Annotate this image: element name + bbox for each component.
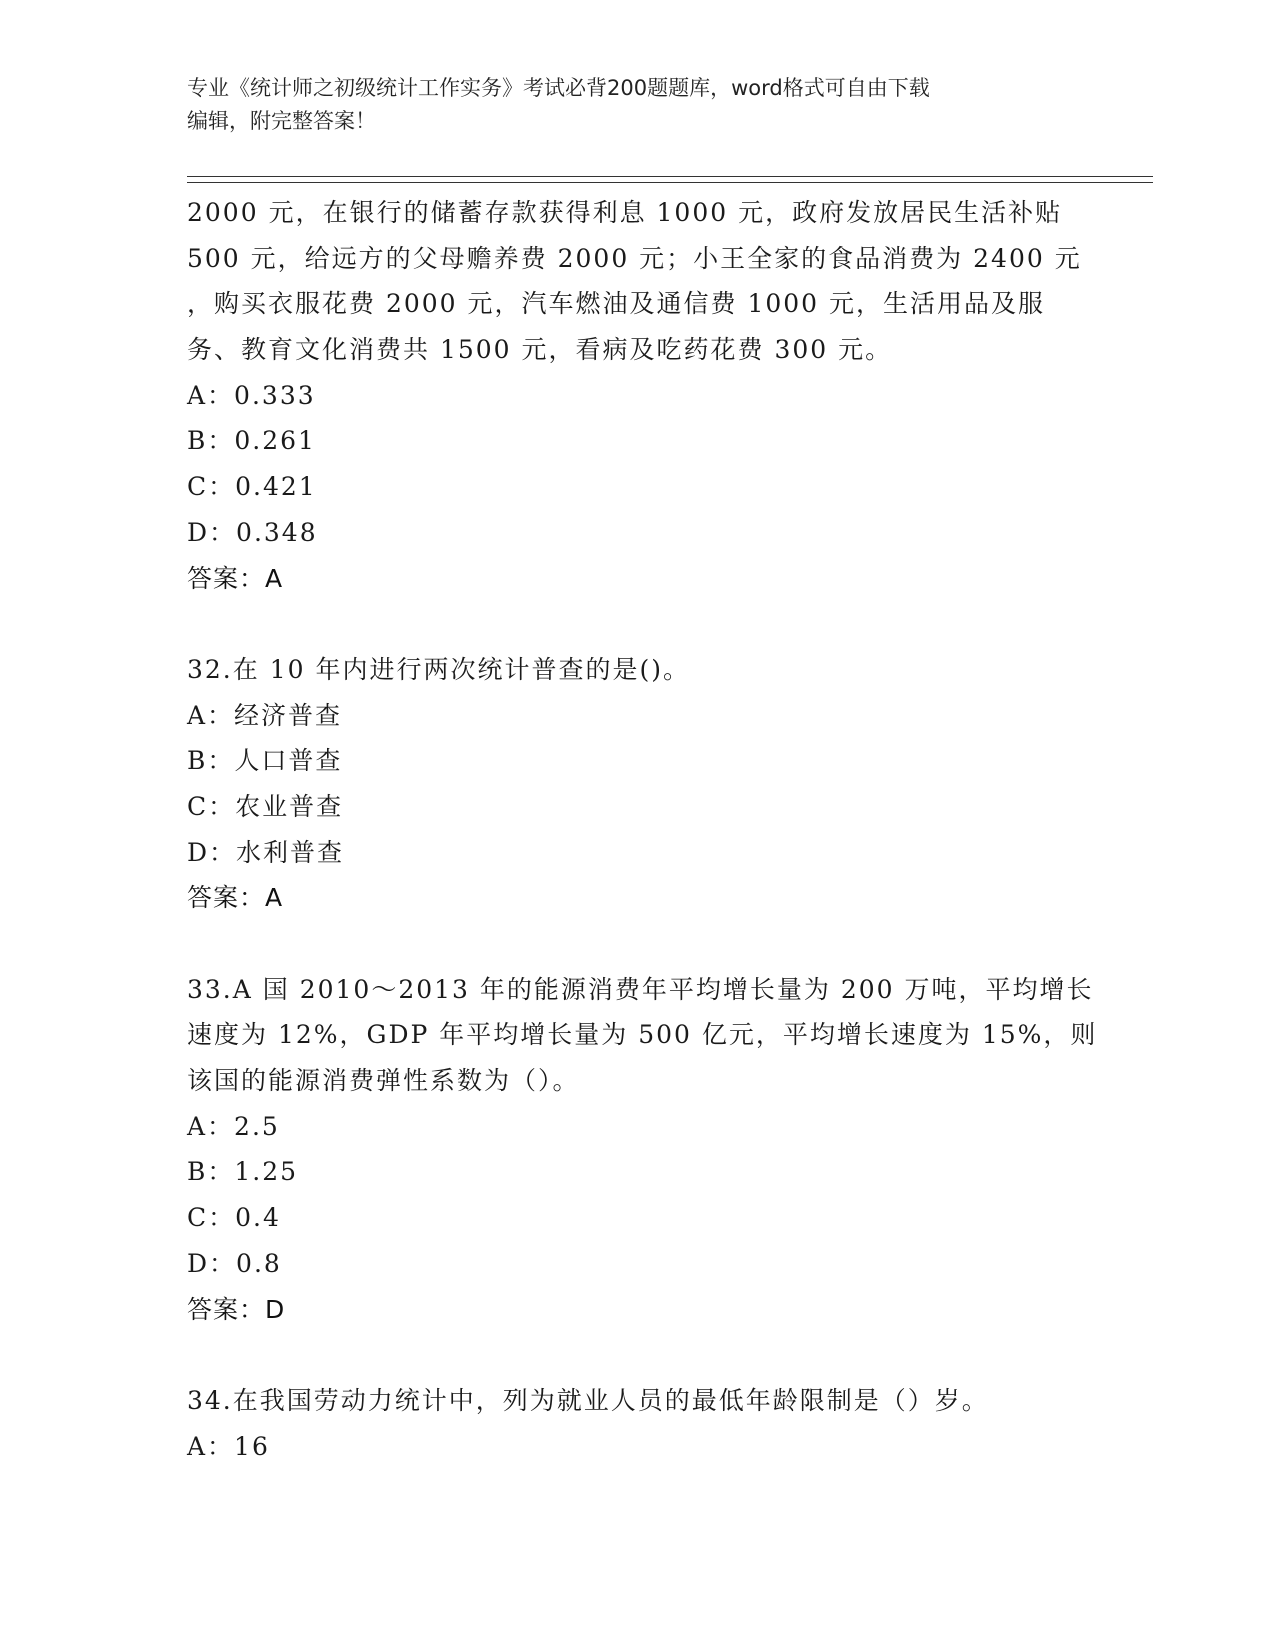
option-c: C：农业普查 [187, 791, 344, 821]
spacer [187, 601, 1087, 647]
option-a: A：经济普查 [187, 700, 343, 730]
spacer [187, 1332, 1087, 1378]
question-stem-line: 该国的能源消费弹性系数为（）。 [187, 1066, 580, 1096]
option-b: B：人口普查 [187, 746, 343, 776]
document-header [187, 72, 1087, 138]
header-line-1: 专业《统计师之初级统计工作实务》考试必背200题题库，word格式可自由下载 [187, 76, 930, 100]
option-a: A：16 [187, 1431, 270, 1461]
header-divider-top [187, 176, 1153, 177]
question-block [187, 647, 1087, 921]
question-block [187, 190, 1087, 601]
question-block [187, 967, 1098, 1333]
spacer [187, 921, 1087, 967]
option-b: B：1.25 [187, 1157, 299, 1187]
question-stem-line: 33.A 国 2010～2013 年的能源消费年平均增长量为 200 万吨，平均增长 [187, 974, 1094, 1004]
option-a: A：2.5 [187, 1111, 280, 1141]
question-list [187, 190, 1098, 1469]
question-stem-line: 速度为 12%，GDP 年平均增长量为 500 亿元，平均增长速度为 15%，则 [187, 1020, 1098, 1050]
question-stem-line: 32.在 10 年内进行两次统计普查的是()。 [187, 654, 690, 684]
answer-label: 答案：A [187, 563, 284, 593]
header-divider-bottom [187, 182, 1153, 183]
question-stem-line: 2000 元，在银行的储蓄存款获得利息 1000 元，政府发放居民生活补贴 [187, 198, 1063, 227]
answer-label: 答案：D [187, 1294, 286, 1324]
option-d: D：水利普查 [187, 837, 345, 867]
option-a: A：0.333 [187, 380, 316, 410]
option-c: C：0.421 [187, 472, 317, 502]
answer-label: 答案：A [187, 883, 284, 913]
option-d: D：0.348 [187, 517, 318, 547]
question-stem-line: ，购买衣服花费 2000 元，汽车燃油及通信费 1000 元，生活用品及服 [187, 289, 1046, 319]
option-b: B：0.261 [187, 426, 316, 456]
option-c: C：0.4 [187, 1203, 281, 1233]
question-stem-line: 务、教育文化消费共 1500 元，看病及吃药花费 300 元。 [187, 335, 893, 365]
question-stem-line: 500 元，给远方的父母赡养费 2000 元；小王全家的食品消费为 2400 元 [187, 243, 1082, 273]
option-d: D：0.8 [187, 1248, 282, 1278]
header-line-2: 编辑，附完整答案！ [187, 109, 376, 133]
question-block [187, 1378, 1087, 1469]
question-stem-line: 34.在我国劳动力统计中，列为就业人员的最低年龄限制是（）岁。 [187, 1385, 989, 1415]
